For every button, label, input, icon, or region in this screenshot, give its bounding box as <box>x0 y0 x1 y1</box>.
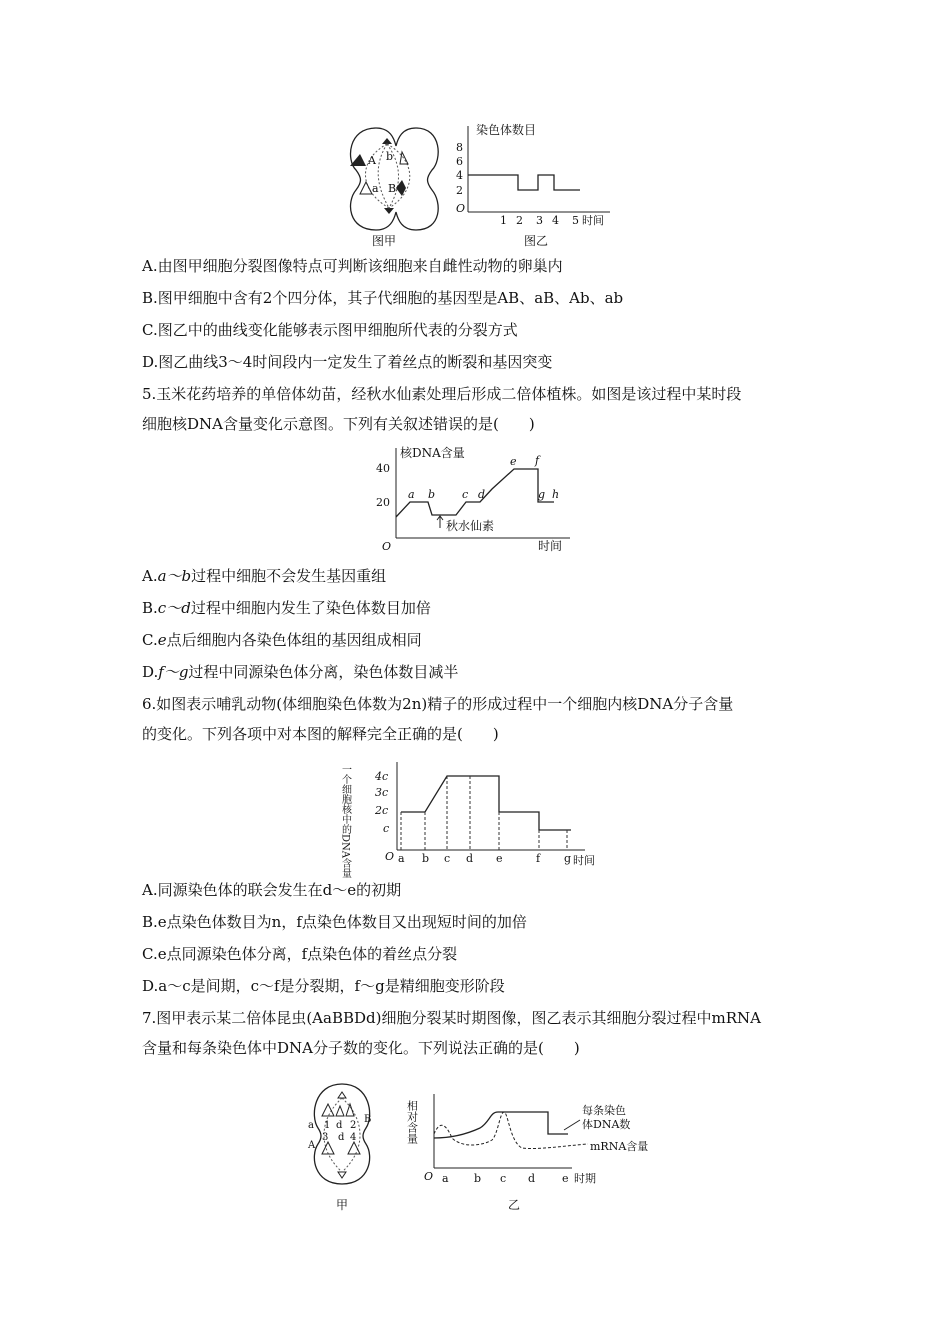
q7-label-3: 3 <box>322 1132 329 1143</box>
xtick-2: 2 <box>516 214 523 227</box>
q7-xtick-d: d <box>528 1172 536 1185</box>
q5-stem-line1: 5.玉米花药培养的单倍体幼苗，经秋水仙素处理后形成二倍体植株。如图是该过程中某时段 <box>142 385 742 403</box>
caption-jia-q7: 甲 <box>336 1198 349 1212</box>
pt-c: c <box>462 488 469 501</box>
legend-dna-line1: 每条染色 <box>582 1104 626 1117</box>
q6-ytick-3c: 3c <box>375 786 389 799</box>
q6-xtick-d: d <box>466 852 474 865</box>
q5-ytick-20: 20 <box>376 496 390 509</box>
q5-annotation: 秋水仙素 <box>446 519 495 533</box>
xtick-4: 4 <box>552 214 559 227</box>
ytick-8: 8 <box>456 141 463 154</box>
chart-yi-q4 <box>440 120 620 230</box>
cell-figure-jia-q4 <box>338 120 438 250</box>
q7-xtick-b: b <box>474 1172 482 1185</box>
q5-option-a: A.a～b过程中细胞不会发生基因重组 <box>142 567 387 585</box>
pt-a: a <box>408 488 415 501</box>
caption-yi-q4: 图乙 <box>524 234 549 248</box>
q6-xtick-c: c <box>444 852 451 865</box>
q4-option-b: B.图甲细胞中含有2个四分体，其子代细胞的基因型是AB、aB、Ab、ab <box>142 289 624 307</box>
q7-label-1: 1 <box>324 1120 331 1131</box>
q7-label-2: 2 <box>350 1120 357 1131</box>
label-B: B <box>388 182 397 195</box>
pt-e: e <box>510 455 517 468</box>
ytick-2: 2 <box>456 184 463 197</box>
q7-xtick-c: c <box>500 1172 507 1185</box>
q7-label-4: 4 <box>350 1132 357 1143</box>
xtick-3: 3 <box>536 214 543 227</box>
q7-label-d2: d <box>338 1132 345 1143</box>
chart-q5-dna <box>370 444 580 554</box>
q6-xtick-b: b <box>422 852 430 865</box>
q6-option-b: B.e点染色体数目为n，f点染色体数目又出现短时间的加倍 <box>142 913 527 931</box>
q6-stem-line2: 的变化。下列各项中对本图的解释完全正确的是( ) <box>142 725 499 743</box>
cell-figure-jia-q7 <box>302 1080 382 1190</box>
legend-dna-line2: 体DNA数 <box>582 1118 631 1131</box>
q7-stem-line1: 7.图甲表示某二倍体昆虫(AaBBDd)细胞分裂某时期图像，图乙表示其细胞分裂过程中mRNA <box>142 1009 761 1027</box>
q6-xtick-f: f <box>536 852 541 865</box>
q5-stem-line2: 细胞核DNA含量变化示意图。下列有关叙述错误的是( ) <box>142 415 535 433</box>
q6-option-a: A.同源染色体的联会发生在d～e的初期 <box>142 881 402 899</box>
label-a: a <box>372 182 379 195</box>
pt-g: g <box>538 488 546 501</box>
caption-yi-q7: 乙 <box>508 1198 521 1212</box>
q6-ytick-2c: 2c <box>375 804 389 817</box>
q4-option-c: C.图乙中的曲线变化能够表示图甲细胞所代表的分裂方式 <box>142 321 518 339</box>
q6-xlabel: 时间 <box>573 854 595 867</box>
label-b: b <box>386 150 394 163</box>
ytick-4: 4 <box>456 169 463 182</box>
q6-xtick-e: e <box>496 852 503 865</box>
chart-yi-q7 <box>405 1090 662 1190</box>
caption-jia-q4: 图甲 <box>372 234 397 248</box>
q6-ytick-c: c <box>383 822 390 835</box>
legend-mrna: mRNA含量 <box>590 1140 649 1153</box>
q5-ytick-40: 40 <box>376 462 390 475</box>
q7-ylabel: 相对含量 <box>405 1100 419 1144</box>
q4-option-d: D.图乙曲线3～4时间段内一定发生了着丝点的断裂和基因突变 <box>142 353 553 371</box>
q5-option-d: D.f～g过程中同源染色体分离，染色体数目减半 <box>142 663 459 681</box>
q4-option-a: A.由图甲细胞分裂图像特点可判断该细胞来自雌性动物的卵巢内 <box>142 257 563 275</box>
pt-b: b <box>428 488 436 501</box>
ytick-6: 6 <box>456 155 463 168</box>
q7-xtick-e: e <box>562 1172 569 1185</box>
q7-label-a: a <box>308 1120 314 1131</box>
q7-label-B: B <box>364 1114 372 1125</box>
q5-option-b: B.c～d过程中细胞内发生了染色体数目加倍 <box>142 599 431 617</box>
q7-label-A: A <box>308 1140 316 1151</box>
pt-d: d <box>478 488 486 501</box>
pt-f: f <box>535 454 540 467</box>
q7-xtick-a: a <box>442 1172 449 1185</box>
label-A: A <box>368 154 376 167</box>
q6-ylabel: 一个细胞核中的DNA含量 <box>339 764 351 878</box>
q6-xtick-a: a <box>398 852 405 865</box>
q5-origin: O <box>382 540 392 553</box>
q6-xtick-g: g <box>564 852 572 865</box>
pt-h: h <box>552 488 560 501</box>
xlabel: 时间 <box>582 214 604 227</box>
origin: O <box>456 202 466 215</box>
q5-ylabel: 核DNA含量 <box>400 446 465 460</box>
xtick-1: 1 <box>500 214 507 227</box>
q6-origin: O <box>385 850 395 863</box>
q5-xlabel: 时间 <box>538 539 563 553</box>
q6-stem-line1: 6.如图表示哺乳动物(体细胞染色体数为2n)精子的形成过程中一个细胞内核DNA分子含量 <box>142 695 734 713</box>
chart-q6-dna <box>339 758 605 878</box>
yi-ylabel: 染色体数目 <box>476 123 537 137</box>
q6-option-d: D.a～c是间期，c～f是分裂期，f～g是精细胞变形阶段 <box>142 977 505 995</box>
q6-ytick-4c: 4c <box>375 770 389 783</box>
q7-label-d: d <box>336 1120 343 1131</box>
q6-option-c: C.e点同源染色体分离，f点染色体的着丝点分裂 <box>142 945 458 963</box>
xtick-5: 5 <box>572 214 579 227</box>
q7-stem-line2: 含量和每条染色体中DNA分子数的变化。下列说法正确的是( ) <box>142 1039 580 1057</box>
q5-option-c: C.e点后细胞内各染色体组的基因组成相同 <box>142 631 422 649</box>
q7-origin: O <box>424 1170 434 1183</box>
q7-xlabel: 时期 <box>574 1172 596 1185</box>
